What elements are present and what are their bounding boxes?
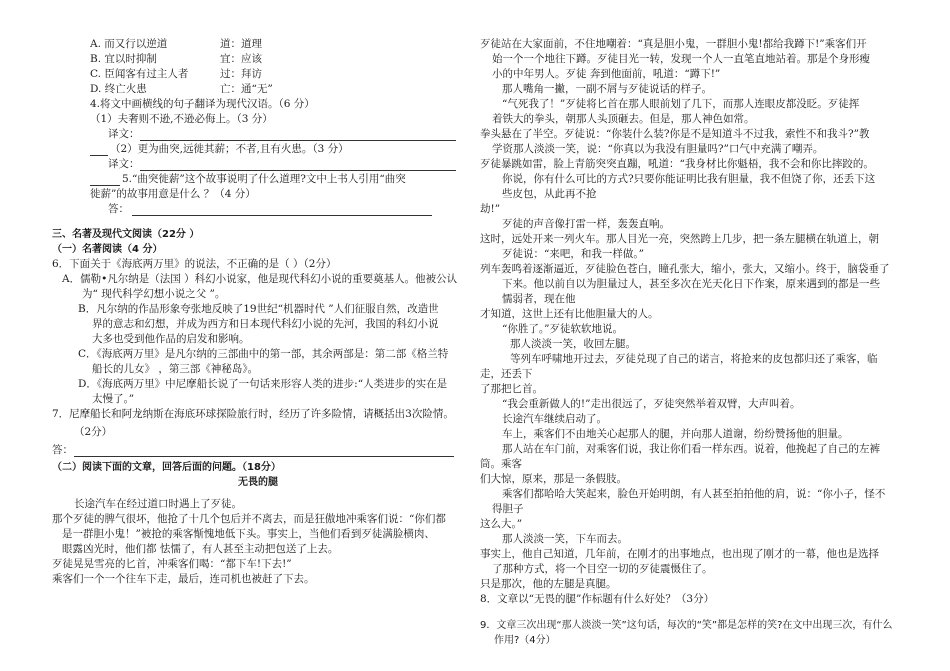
question-5: 5.“曲突徙薪”这个故事说明了什么道理?文中上书人引用“曲突: [122, 173, 406, 185]
paragraph: 车上，乘客们不由地关心起那人的腿，并向那人道谢，纷纷赞扬他的胆量。: [502, 428, 849, 440]
question-6-a: A．儒勒•凡尔纳是（法国 ）科幻小说家，他是现代科幻小说的重要奠基人。他被公认: [62, 273, 458, 285]
paragraph: 你说，你有什么可比的方式?只要你能证明比我有胆量，我不但饶了你，还丢下这: [502, 173, 876, 185]
paragraph: 走，还丢下: [480, 368, 533, 380]
paragraph: 歹徒的声音像打雷一样，轰轰直响。: [502, 218, 670, 230]
question-5-cont: 徙薪”的故事用意是什么 ？（4 分）: [90, 188, 256, 200]
paragraph: 筒。乘客: [480, 458, 522, 470]
paragraph: 学资那人淡淡一笑，说：“你真以为我没有胆量吗?”口气中充满了嘲弄。: [492, 143, 824, 155]
paragraph: 乘客们都哈哈大笑起来，脸色开始明朗，有人甚至拍拍他的肩，说：“你小子，怪不: [502, 488, 886, 500]
paragraph: 那人嘴角一撇，一副不屑与歹徒说话的样子。: [502, 83, 712, 95]
question-8: 8．文章以“无畏的腿”作标题有什么好处？（3分）: [480, 593, 715, 605]
paragraph: 那人站在车门前，对乘客们说，我让你们看一样东西。说着，他挽起了自己的左裤: [502, 443, 880, 455]
question-6-b-cont1: 界的意志和幻想，并成为西方和日本现代科幻小说的先河，我国的科幻小说: [92, 318, 439, 330]
paragraph: 等列车呼啸地开过去，歹徒兑现了自己的诺言，将抢来的皮包都归还了乘客，临: [510, 353, 878, 365]
paragraph: 些皮包，从此再不抢: [502, 188, 597, 200]
question-7-score: （2分）: [74, 426, 113, 438]
paragraph: 长途汽车继续启动了。: [502, 413, 607, 425]
answer-line-7: [74, 456, 454, 457]
question-6: 6．下面关于《海底两万里》的说法，不正确的是（ ）（2分）: [52, 258, 337, 270]
subsection-1-heading: （一）名著阅读（4 分）: [52, 244, 163, 255]
option-c: C. 臣闻客有过主人者 过：拜访: [90, 68, 262, 80]
paragraph: 长途汽车在经过道口时遇上了歹徒。: [74, 498, 242, 510]
question-6-a-cont: 为“ 现代科学幻想小说之父 ”。: [82, 288, 226, 300]
question-4-1: （1）夫奢则不逊,不逊必侮上。（3 分）: [90, 113, 273, 125]
paragraph: “我会重新做人的!”走出很远了，歹徒突然举着双臂，大声叫着。: [502, 398, 801, 410]
paragraph: 们大惊，原来，那是一条假肢。: [480, 473, 627, 485]
paragraph: 事实上，他自己知道，几年前，在刚才的出事地点，也出现了刚才的一幕，他也是选择: [480, 548, 879, 560]
section-3-heading: 三、名著及现代文阅读（22分 ）: [52, 229, 200, 240]
paragraph: 歹徒站在大家面前，不住地嘲着：“真是胆小鬼，一群胆小鬼!都给我蹲下!”乘客们开: [480, 38, 867, 50]
paragraph: 乘客们一个一个往车下走，最后，连司机也被赶了下去。: [52, 573, 315, 585]
paragraph: 歹徒暴跳如雷，脸上青筋突突直蹦，吼道：“我身材比你魁梧，我不会和你比摔跤的。: [480, 158, 874, 170]
paragraph: 眼露凶光时，他们都 怯懦了，有人甚至主动把包送了上去。: [62, 543, 339, 555]
paragraph: 是一群胆小鬼！”被抢的乘客惭愧地低下头。事实上，当他们看到歹徒满脸横肉、: [62, 528, 435, 540]
paragraph: 那人淡淡一笑，收回左腿。: [510, 338, 636, 350]
paragraph: 小的中年男人。歹徒 奔到他面前，吼道：“蹲下!”: [492, 68, 721, 80]
paragraph: 这时，远处开来一列火车。那人目光一亮，突然跨上几步，把一条左腿横在轨道上，朝: [480, 233, 879, 245]
question-6-d-cont: 太慢了。”: [92, 393, 135, 405]
paragraph: 拳头悬在了半空。歹徒说：“你装什么装?你是不是知道斗不过我，索性不和我斗?”教: [480, 128, 870, 140]
question-4-2: （2）更为曲突,远徙其薪；不者,且有火患。（3 分）: [110, 143, 349, 155]
translation-label-1: 译文：: [108, 128, 140, 140]
paragraph: 了那种方式，将一个目空一切的歹徒震慑住了。: [492, 563, 713, 575]
paragraph: 下来。他以前自以为胆量过人，甚至多次在光天化日下作案，原来遇到的都是一些: [502, 278, 880, 290]
answer-line-5: [132, 215, 432, 216]
option-b: B. 宜以时抑制 宜：应该: [90, 53, 262, 65]
answer-line-2b: [90, 185, 120, 186]
question-4: 4.将文中画横线的句子翻译为现代汉语。（6 分）: [90, 98, 315, 110]
question-7: 7．尼摩船长和阿龙纳斯在海底环球探险旅行时，经历了许多险情，请概括出3次险情。: [52, 408, 454, 420]
paragraph: 这么大。”: [480, 518, 523, 530]
paragraph: 始一个一个地往下蹲。歹徒目光一转，发现一个人一直笔直地站着。那是个身形瘦: [492, 53, 870, 65]
paragraph: 那人淡淡一笑，下车而去。: [502, 533, 628, 545]
paragraph: 列车轰鸣着逐渐逼近，歹徒脸色苍白，瞳孔张大，缩小，张大，又缩小。终于，脑袋垂了: [480, 263, 890, 275]
question-6-c-cont: 船长的儿女》 ，第三部《神秘岛》。: [92, 363, 259, 375]
question-9-cont: 作用?（4分）: [494, 635, 556, 646]
paragraph: “气死我了！”歹徒将匕首在那人眼前划了几下，而那人连眼皮都没眨。歹徒挥: [502, 98, 860, 110]
article-title: 无畏的腿: [238, 477, 278, 488]
subsection-2-heading: （二）阅读下面的文章，回答后面的问题。（18分）: [52, 462, 281, 473]
answer-label-7: 答：: [52, 444, 73, 456]
paragraph: 歹徒晃晃雪亮的匕首，冲乘客们喝：“都下车!下去!”: [52, 558, 292, 570]
question-6-c: C．《海底两万里》是凡尔纳的三部曲中的第一部，其余两部是：第二部《格兰特: [78, 348, 449, 360]
paragraph: 只是那次，他的左腿是真腿。: [480, 578, 617, 590]
paragraph: 那个歹徒的脾气很坏，他抢了十几个包后并不离去，而是狂傲地冲乘客们说：“你们都: [52, 513, 446, 525]
paragraph: 歹徒说：“来吧，和我一样做。”: [502, 248, 644, 260]
paragraph: 着铁大的拳头，朝那人头顶砸去。但是，那人神色如常。: [492, 113, 755, 125]
paragraph: 了那把匕首。: [480, 383, 543, 395]
answer-line-2: [140, 170, 456, 171]
answer-line-1b: [90, 155, 108, 156]
paragraph: 懦弱者，现在他: [502, 293, 576, 305]
paragraph: 得胆子: [492, 503, 524, 515]
paragraph: 才知道，这世上还有比他胆量大的人。: [480, 308, 659, 320]
answer-label-5: 答：: [108, 203, 129, 215]
paragraph: “你胜了。”歹徒软软地说。: [502, 323, 623, 335]
question-6-b: B．凡尔纳的作品形象夸张地反映了19世纪“机器时代 ”人们征服自然，改造世: [78, 303, 439, 315]
answer-line-1: [140, 140, 456, 141]
translation-label-2: 译文：: [108, 158, 140, 170]
question-6-d: D．《海底两万里》中尼摩船长说了一句话来形容人类的进步:“人类进步的实在是: [78, 378, 448, 390]
question-9: 9．文章三次出现“那人淡淡一笑”这句话，每次的“笑”都是怎样的笑?在文中出现三次，有什么: [480, 620, 893, 631]
paragraph: 劫!”: [480, 203, 501, 215]
option-a: A. 而又行以逆道 道：道理: [90, 38, 262, 50]
option-d: D. 终亡火患 亡：通“无”: [90, 83, 273, 95]
question-6-b-cont2: 大多也受到他作品的启发和影响。: [92, 333, 250, 345]
